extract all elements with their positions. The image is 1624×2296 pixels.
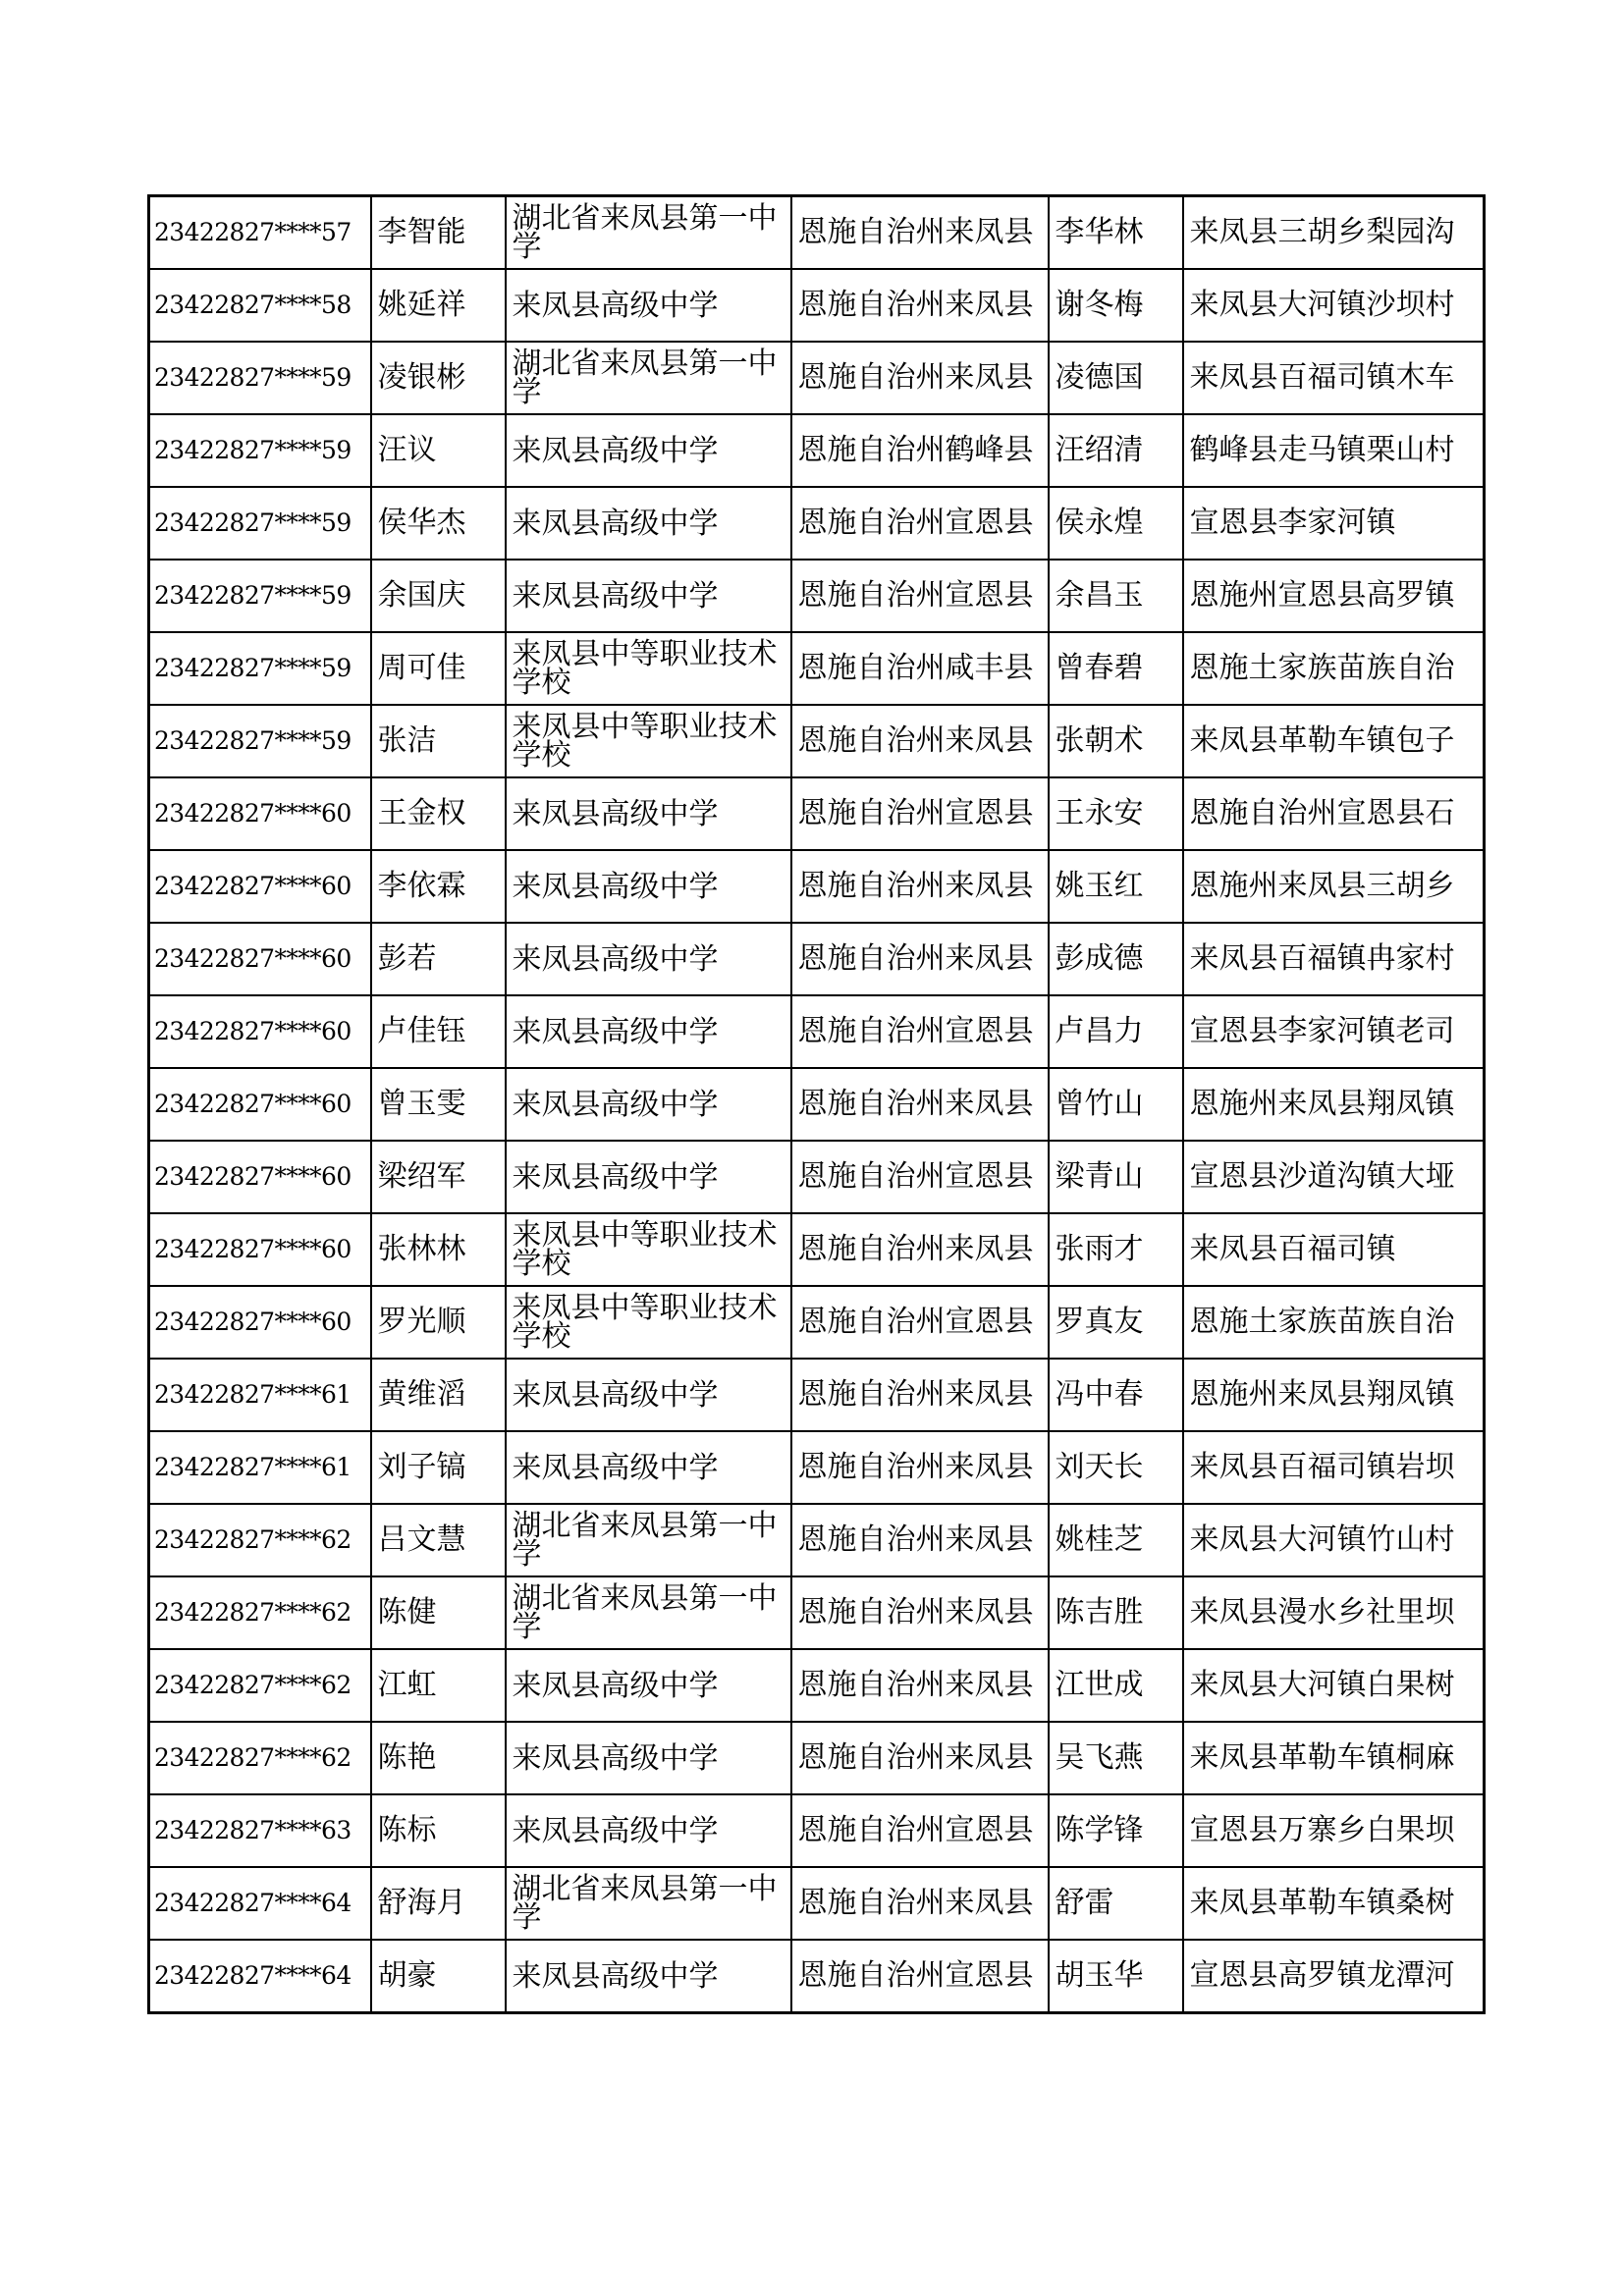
student-name-cell: 黄维滔: [371, 1359, 506, 1431]
id-cell: 23422827****62: [149, 1722, 371, 1794]
guardian-name-cell: 张雨才: [1049, 1213, 1183, 1286]
address-cell: 恩施州来凤县三胡乡: [1183, 850, 1485, 923]
address-cell: 来凤县革勒车镇桐麻: [1183, 1722, 1485, 1794]
guardian-name-cell: 王永安: [1049, 777, 1183, 850]
student-name-cell: 凌银彬: [371, 342, 506, 414]
table-row: [149, 1867, 1485, 1940]
guardian-name-cell: 姚桂芝: [1049, 1504, 1183, 1576]
student-name-cell: 李智能: [371, 196, 506, 270]
school-cell: 来凤县中等职业技术学校: [506, 1286, 791, 1359]
student-name-cell: 彭若: [371, 923, 506, 995]
table-row: [149, 1722, 1485, 1794]
table-row: [149, 414, 1485, 487]
region-cell: 恩施自治州来凤县: [791, 1431, 1049, 1504]
region-cell: 恩施自治州来凤县: [791, 1504, 1049, 1576]
id-cell: 23422827****57: [149, 196, 371, 270]
table-row: [149, 850, 1485, 923]
id-cell: 23422827****59: [149, 705, 371, 777]
school-cell: 来凤县高级中学: [506, 1359, 791, 1431]
region-cell: 恩施自治州来凤县: [791, 342, 1049, 414]
school-cell: 湖北省来凤县第一中学: [506, 1504, 791, 1576]
guardian-name-cell: 卢昌力: [1049, 995, 1183, 1068]
address-cell: 宣恩县李家河镇: [1183, 487, 1485, 560]
address-cell: 来凤县革勒车镇包子: [1183, 705, 1485, 777]
guardian-name-cell: 罗真友: [1049, 1286, 1183, 1359]
table-row: [149, 1576, 1485, 1649]
guardian-name-cell: 彭成德: [1049, 923, 1183, 995]
id-cell: 23422827****59: [149, 487, 371, 560]
id-cell: 23422827****64: [149, 1867, 371, 1940]
student-name-cell: 胡豪: [371, 1940, 506, 2013]
table-row: [149, 1649, 1485, 1722]
student-name-cell: 吕文慧: [371, 1504, 506, 1576]
guardian-name-cell: 凌德国: [1049, 342, 1183, 414]
id-cell: 23422827****60: [149, 777, 371, 850]
table-row: [149, 1359, 1485, 1431]
student-name-cell: 张洁: [371, 705, 506, 777]
address-cell: 来凤县三胡乡梨园沟: [1183, 196, 1485, 270]
student-name-cell: 罗光顺: [371, 1286, 506, 1359]
id-cell: 23422827****60: [149, 850, 371, 923]
table-row: [149, 1940, 1485, 2013]
student-name-cell: 汪议: [371, 414, 506, 487]
school-cell: 来凤县高级中学: [506, 1068, 791, 1141]
address-cell: 来凤县大河镇竹山村: [1183, 1504, 1485, 1576]
school-cell: 来凤县中等职业技术学校: [506, 1213, 791, 1286]
id-cell: 23422827****59: [149, 560, 371, 632]
id-cell: 23422827****62: [149, 1504, 371, 1576]
address-cell: 恩施州来凤县翔凤镇: [1183, 1359, 1485, 1431]
address-cell: 恩施州宣恩县高罗镇: [1183, 560, 1485, 632]
id-cell: 23422827****61: [149, 1359, 371, 1431]
guardian-name-cell: 余昌玉: [1049, 560, 1183, 632]
id-cell: 23422827****64: [149, 1940, 371, 2013]
region-cell: 恩施自治州来凤县: [791, 1213, 1049, 1286]
student-name-cell: 陈标: [371, 1794, 506, 1867]
school-cell: 湖北省来凤县第一中学: [506, 342, 791, 414]
guardian-name-cell: 陈学锋: [1049, 1794, 1183, 1867]
table-row: [149, 1213, 1485, 1286]
region-cell: 恩施自治州宣恩县: [791, 995, 1049, 1068]
school-cell: 来凤县高级中学: [506, 269, 791, 342]
school-cell: 来凤县中等职业技术学校: [506, 632, 791, 705]
table-row: [149, 487, 1485, 560]
address-cell: 宣恩县高罗镇龙潭河: [1183, 1940, 1485, 2013]
school-cell: 湖北省来凤县第一中学: [506, 1867, 791, 1940]
table-row: [149, 1794, 1485, 1867]
guardian-name-cell: 谢冬梅: [1049, 269, 1183, 342]
student-name-cell: 侯华杰: [371, 487, 506, 560]
student-name-cell: 张林林: [371, 1213, 506, 1286]
school-cell: 来凤县高级中学: [506, 487, 791, 560]
student-name-cell: 卢佳钰: [371, 995, 506, 1068]
guardian-name-cell: 胡玉华: [1049, 1940, 1183, 2013]
table-row: [149, 632, 1485, 705]
school-cell: 来凤县高级中学: [506, 414, 791, 487]
guardian-name-cell: 舒雷: [1049, 1867, 1183, 1940]
school-cell: 来凤县高级中学: [506, 1141, 791, 1213]
region-cell: 恩施自治州鹤峰县: [791, 414, 1049, 487]
id-cell: 23422827****59: [149, 632, 371, 705]
id-cell: 23422827****63: [149, 1794, 371, 1867]
table-row: [149, 1431, 1485, 1504]
address-cell: 来凤县百福司镇木车: [1183, 342, 1485, 414]
address-cell: 来凤县漫水乡社里坝: [1183, 1576, 1485, 1649]
region-cell: 恩施自治州来凤县: [791, 1722, 1049, 1794]
id-cell: 23422827****61: [149, 1431, 371, 1504]
region-cell: 恩施自治州宣恩县: [791, 1286, 1049, 1359]
address-cell: 来凤县大河镇沙坝村: [1183, 269, 1485, 342]
region-cell: 恩施自治州来凤县: [791, 196, 1049, 270]
id-cell: 23422827****62: [149, 1576, 371, 1649]
address-cell: 来凤县百福司镇岩坝: [1183, 1431, 1485, 1504]
region-cell: 恩施自治州宣恩县: [791, 1141, 1049, 1213]
school-cell: 来凤县高级中学: [506, 1649, 791, 1722]
region-cell: 恩施自治州宣恩县: [791, 777, 1049, 850]
school-cell: 来凤县高级中学: [506, 923, 791, 995]
id-cell: 23422827****60: [149, 1141, 371, 1213]
guardian-name-cell: 侯永煌: [1049, 487, 1183, 560]
table-row: [149, 1286, 1485, 1359]
id-cell: 23422827****62: [149, 1649, 371, 1722]
table-row: [149, 342, 1485, 414]
student-name-cell: 梁绍军: [371, 1141, 506, 1213]
table-row: [149, 560, 1485, 632]
table-row: [149, 923, 1485, 995]
address-cell: 来凤县大河镇白果树: [1183, 1649, 1485, 1722]
student-name-cell: 王金权: [371, 777, 506, 850]
school-cell: 来凤县高级中学: [506, 777, 791, 850]
id-cell: 23422827****60: [149, 1213, 371, 1286]
school-cell: 来凤县高级中学: [506, 850, 791, 923]
region-cell: 恩施自治州来凤县: [791, 923, 1049, 995]
id-cell: 23422827****60: [149, 1286, 371, 1359]
table-body: [149, 196, 1485, 2013]
student-name-cell: 周可佳: [371, 632, 506, 705]
address-cell: 恩施州来凤县翔凤镇: [1183, 1068, 1485, 1141]
table-row: [149, 196, 1485, 270]
address-cell: 来凤县百福镇冉家村: [1183, 923, 1485, 995]
guardian-name-cell: 梁青山: [1049, 1141, 1183, 1213]
address-cell: 宣恩县李家河镇老司: [1183, 995, 1485, 1068]
school-cell: 来凤县高级中学: [506, 560, 791, 632]
table-row: [149, 1141, 1485, 1213]
address-cell: 恩施土家族苗族自治: [1183, 1286, 1485, 1359]
guardian-name-cell: 曾春碧: [1049, 632, 1183, 705]
school-cell: 来凤县高级中学: [506, 1722, 791, 1794]
address-cell: 鹤峰县走马镇栗山村: [1183, 414, 1485, 487]
id-cell: 23422827****60: [149, 1068, 371, 1141]
table-row: [149, 777, 1485, 850]
id-cell: 23422827****59: [149, 342, 371, 414]
student-table: [147, 194, 1486, 2014]
region-cell: 恩施自治州来凤县: [791, 1867, 1049, 1940]
address-cell: 来凤县百福司镇: [1183, 1213, 1485, 1286]
table-row: [149, 269, 1485, 342]
region-cell: 恩施自治州来凤县: [791, 269, 1049, 342]
region-cell: 恩施自治州来凤县: [791, 1649, 1049, 1722]
table-row: [149, 1068, 1485, 1141]
id-cell: 23422827****60: [149, 995, 371, 1068]
region-cell: 恩施自治州来凤县: [791, 1359, 1049, 1431]
address-cell: 恩施自治州宣恩县石: [1183, 777, 1485, 850]
student-name-cell: 江虹: [371, 1649, 506, 1722]
id-cell: 23422827****58: [149, 269, 371, 342]
region-cell: 恩施自治州来凤县: [791, 1576, 1049, 1649]
region-cell: 恩施自治州宣恩县: [791, 487, 1049, 560]
region-cell: 恩施自治州来凤县: [791, 850, 1049, 923]
school-cell: 来凤县高级中学: [506, 1431, 791, 1504]
address-cell: 宣恩县沙道沟镇大垭: [1183, 1141, 1485, 1213]
student-name-cell: 李依霖: [371, 850, 506, 923]
guardian-name-cell: 曾竹山: [1049, 1068, 1183, 1141]
region-cell: 恩施自治州宣恩县: [791, 1794, 1049, 1867]
school-cell: 湖北省来凤县第一中学: [506, 196, 791, 270]
address-cell: 来凤县革勒车镇桑树: [1183, 1867, 1485, 1940]
region-cell: 恩施自治州宣恩县: [791, 1940, 1049, 2013]
student-name-cell: 陈艳: [371, 1722, 506, 1794]
table-row: [149, 995, 1485, 1068]
student-name-cell: 姚延祥: [371, 269, 506, 342]
student-name-cell: 陈健: [371, 1576, 506, 1649]
student-name-cell: 曾玉雯: [371, 1068, 506, 1141]
guardian-name-cell: 江世成: [1049, 1649, 1183, 1722]
school-cell: 来凤县高级中学: [506, 1794, 791, 1867]
region-cell: 恩施自治州宣恩县: [791, 560, 1049, 632]
guardian-name-cell: 冯中春: [1049, 1359, 1183, 1431]
table-row: [149, 705, 1485, 777]
region-cell: 恩施自治州来凤县: [791, 1068, 1049, 1141]
student-name-cell: 刘子镐: [371, 1431, 506, 1504]
region-cell: 恩施自治州咸丰县: [791, 632, 1049, 705]
address-cell: 恩施土家族苗族自治: [1183, 632, 1485, 705]
address-cell: 宣恩县万寨乡白果坝: [1183, 1794, 1485, 1867]
guardian-name-cell: 刘天长: [1049, 1431, 1183, 1504]
school-cell: 来凤县高级中学: [506, 995, 791, 1068]
student-name-cell: 舒海月: [371, 1867, 506, 1940]
guardian-name-cell: 陈吉胜: [1049, 1576, 1183, 1649]
student-name-cell: 余国庆: [371, 560, 506, 632]
guardian-name-cell: 汪绍清: [1049, 414, 1183, 487]
guardian-name-cell: 姚玉红: [1049, 850, 1183, 923]
id-cell: 23422827****59: [149, 414, 371, 487]
school-cell: 来凤县中等职业技术学校: [506, 705, 791, 777]
region-cell: 恩施自治州来凤县: [791, 705, 1049, 777]
school-cell: 湖北省来凤县第一中学: [506, 1576, 791, 1649]
guardian-name-cell: 吴飞燕: [1049, 1722, 1183, 1794]
guardian-name-cell: 张朝术: [1049, 705, 1183, 777]
school-cell: 来凤县高级中学: [506, 1940, 791, 2013]
id-cell: 23422827****60: [149, 923, 371, 995]
table-row: [149, 1504, 1485, 1576]
guardian-name-cell: 李华林: [1049, 196, 1183, 270]
